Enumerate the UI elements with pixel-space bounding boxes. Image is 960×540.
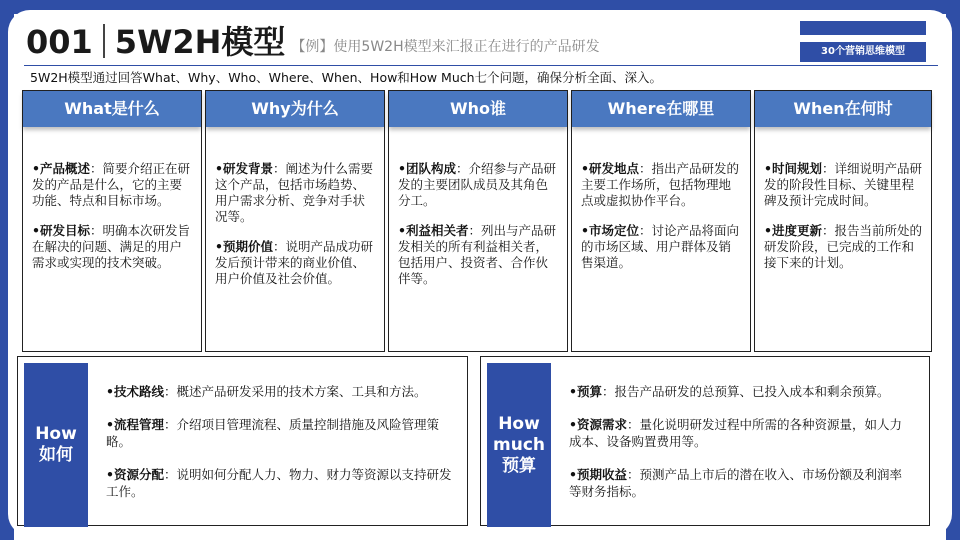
item-text: ：阐述为什么需要这个产品，包括市场趋势、用户需求分析、竞争对手状况等。 <box>215 161 374 224</box>
item-text: ：报告当前所处的研发阶段，已完成的工作和接下来的计划。 <box>764 223 923 270</box>
item-text: ：说明产品成功研发后预计带来的商业价值、用户价值及社会价值。 <box>215 239 374 286</box>
intro-text: 5W2H模型通过回答What、Why、Who、Where、When、How和How Much七个问题，确保分析全面、深入。 <box>30 70 663 85</box>
item-term: •研发目标 <box>32 223 90 238</box>
column-heading: Where在哪里 <box>572 91 750 127</box>
column-body <box>389 127 567 287</box>
column-body <box>755 127 931 271</box>
item-term: •预算 <box>569 384 602 399</box>
column-heading: Why为什么 <box>206 91 384 127</box>
item-text: ：预测产品上市后的潜在收入、市场份额及利润率等财务指标。 <box>569 467 903 499</box>
list-item <box>32 161 193 209</box>
item-term: •研发地点 <box>581 161 639 176</box>
item-text: ：量化说明研发过程中所需的各种资源量，如人力成本、设备购置费用等。 <box>569 417 903 449</box>
how-much-body <box>569 383 914 516</box>
slide-header <box>26 18 600 62</box>
item-text: ：介绍参与产品研发的主要团队成员及其角色分工。 <box>398 161 557 208</box>
how-panel <box>17 356 468 526</box>
item-text: ：讨论产品将面向的市场区域、用户群体及销售渠道。 <box>581 223 740 270</box>
list-item <box>398 161 559 209</box>
column-heading: What是什么 <box>23 91 201 127</box>
column-heading: When在何时 <box>755 91 931 127</box>
column-heading: Who谁 <box>389 91 567 127</box>
slide-number: 001 <box>26 23 93 61</box>
column-where <box>571 90 751 352</box>
list-item <box>581 223 742 271</box>
item-text: ：概述产品研发采用的技术方案、工具和方法。 <box>164 384 427 399</box>
item-text: ：简要介绍正在研发的产品是什么，它的主要功能、特点和目标市场。 <box>32 161 191 208</box>
column-body <box>206 127 384 287</box>
item-term: •流程管理 <box>106 417 164 432</box>
column-body <box>23 127 201 271</box>
column-body <box>572 127 750 271</box>
item-text: ：列出与产品研发相关的所有利益相关者，包括用户、投资者、合作伙伴等。 <box>398 223 557 286</box>
series-badge: 30个营销思维模型 <box>800 42 926 62</box>
list-item <box>764 223 923 271</box>
list-item <box>106 466 458 500</box>
list-item <box>569 466 914 500</box>
how-much-label-line3: 预算 <box>502 455 536 476</box>
item-text: ：报告产品研发的总预算、已投入成本和剩余预算。 <box>602 384 890 399</box>
item-term: •团队构成 <box>398 161 456 176</box>
how-body <box>106 383 458 516</box>
item-text: ：详细说明产品研发的阶段性目标、关键里程碑及预计完成时间。 <box>764 161 923 208</box>
item-term: •利益相关者 <box>398 223 469 238</box>
how-much-panel <box>480 356 930 526</box>
list-item <box>569 416 914 450</box>
item-text: ：说明如何分配人力、物力、财力等资源以支持研发工作。 <box>106 467 452 499</box>
how-label-line1: How <box>35 424 77 444</box>
badge-accent <box>800 21 926 35</box>
item-text: ：介绍项目管理流程、质量控制措施及风险管理策略。 <box>106 417 440 449</box>
item-text: ：指出产品研发的主要工作场所，包括物理地点或虚拟协作平台。 <box>581 161 740 208</box>
list-item <box>764 161 923 209</box>
list-item <box>32 223 193 271</box>
slide-title: 5W2H模型 <box>114 23 286 61</box>
list-item <box>215 239 376 287</box>
column-what <box>22 90 202 352</box>
how-much-label-line2: much <box>493 434 545 455</box>
item-term: •资源需求 <box>569 417 627 432</box>
how-much-label-line1: How <box>498 413 540 434</box>
item-term: •市场定位 <box>581 223 639 238</box>
list-item <box>398 223 559 287</box>
item-term: •预期价值 <box>215 239 273 254</box>
slide-subtitle: 【例】使用5W2H模型来汇报正在进行的产品研发 <box>291 39 600 55</box>
how-much-label <box>487 363 551 527</box>
item-term: •进度更新 <box>764 223 822 238</box>
item-term: •资源分配 <box>106 467 164 482</box>
item-term: •时间规划 <box>764 161 822 176</box>
column-when <box>754 90 932 352</box>
item-term: •产品概述 <box>32 161 90 176</box>
list-item <box>106 383 458 400</box>
column-why <box>205 90 385 352</box>
column-who <box>388 90 568 352</box>
item-term: •预期收益 <box>569 467 627 482</box>
list-item <box>569 383 914 400</box>
list-item <box>106 416 458 450</box>
list-item <box>215 161 376 225</box>
item-term: •技术路线 <box>106 384 164 399</box>
how-label-line2: 如何 <box>39 445 73 465</box>
how-label <box>24 363 88 527</box>
list-item <box>581 161 742 209</box>
title-divider <box>103 24 105 58</box>
header-rule <box>24 65 938 66</box>
item-term: •研发背景 <box>215 161 273 176</box>
item-text: ：明确本次研发旨在解决的问题、满足的用户需求或实现的技术突破。 <box>32 223 191 270</box>
